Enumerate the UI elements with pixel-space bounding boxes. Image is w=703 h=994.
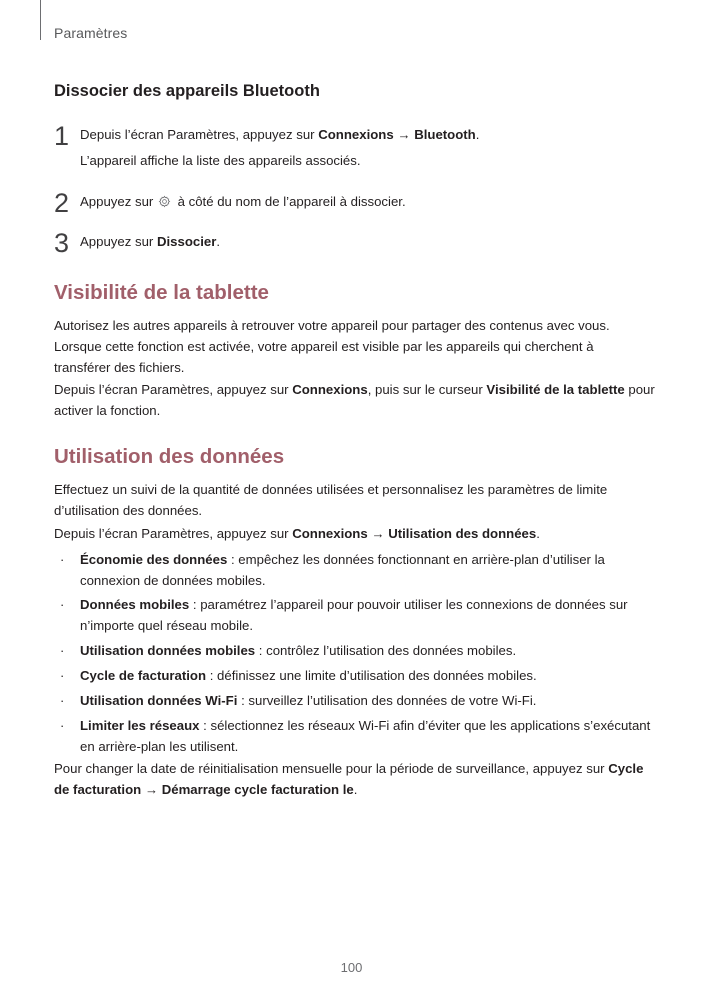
header-rule (40, 0, 41, 40)
bullet-icon: · (60, 552, 65, 567)
bullet-icon: · (60, 718, 65, 733)
visibility-instructions: Depuis l’écran Paramètres, appuyez sur Connexions, puis sur le curseur Visibilité de la tablette pour activer la fonction. (54, 382, 655, 418)
step-text: Depuis l’écran Paramètres, appuyez sur Connexions → Bluetooth. (80, 127, 480, 142)
bullet-icon: · (60, 693, 65, 708)
step-number: 2 (54, 188, 70, 218)
step-number: 3 (54, 228, 70, 258)
bullet-icon: · (60, 668, 65, 683)
page-number: 100 (340, 960, 363, 975)
bullet-item: · Cycle de facturation : définissez une limite d’utilisation des données mobiles. (54, 665, 654, 686)
gear-icon (158, 195, 171, 208)
section-title-data-usage: Utilisation des données (54, 445, 285, 468)
step-text: Appuyez sur Dissocier. (80, 234, 221, 249)
bullet-item: · Utilisation données Wi-Fi : surveillez l’utilisation des données de votre Wi-Fi. (54, 690, 654, 711)
bullet-item: · Données mobiles : paramétrez l’appareil pour pouvoir utiliser les connexions de données sur n’importe quel réseau mobile. (54, 594, 654, 636)
step-number: 1 (54, 121, 70, 151)
section-title-visibility: Visibilité de la tablette (54, 281, 269, 304)
data-usage-instructions: Depuis l’écran Paramètres, appuyez sur Connexions → Utilisation des données. (54, 526, 540, 541)
bullet-icon: · (60, 643, 65, 658)
data-usage-description: Effectuez un suivi de la quantité de données utilisées et personnalisez les paramètres de limite d’utilisation des données. (54, 482, 608, 518)
data-usage-reset-note: Pour changer la date de réinitialisation mensuelle pour la période de surveillance, appuyez sur Cycle de facturation → Démarrage cycle facturation le. (54, 761, 644, 797)
bullet-icon: · (60, 597, 65, 612)
step-text: Appuyez sur à côté du nom de l’appareil à dissocier. (80, 194, 406, 209)
section-subtitle-bluetooth: Dissocier des appareils Bluetooth (54, 82, 320, 100)
bullet-item: · Économie des données : empêchez les données fonctionnant en arrière-plan d’utiliser la connexion de données mobiles. (54, 549, 654, 591)
bullet-item: · Limiter les réseaux : sélectionnez les réseaux Wi-Fi afin d’éviter que les applications s’exécutant en arrière-plan les utilisent. (54, 715, 654, 757)
step-note: L’appareil affiche la liste des appareils associés. (80, 153, 361, 168)
header-title: Paramètres (54, 25, 128, 41)
bullet-item: · Utilisation données mobiles : contrôlez l’utilisation des données mobiles. (54, 640, 654, 661)
visibility-description: Autorisez les autres appareils à retrouver votre appareil pour partager des contenus avec vous. Lorsque cette fonction est activée, votre appareil est visible par les appareils qui cherchent à transférer des fichiers. (54, 318, 610, 375)
